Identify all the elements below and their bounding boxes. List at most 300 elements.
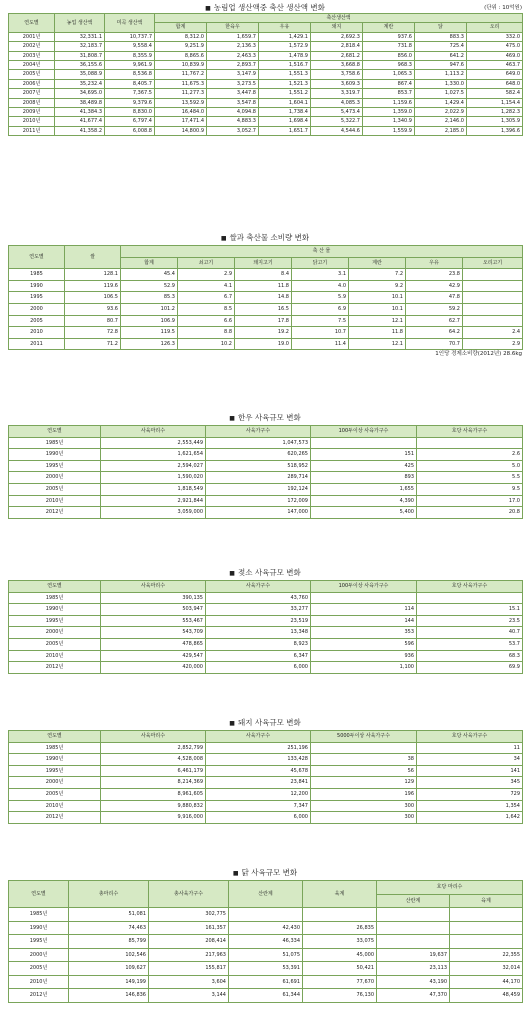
value-cell: 42,430 xyxy=(229,921,303,935)
subheader-cell: 닭 xyxy=(415,23,467,32)
table-row xyxy=(9,638,523,650)
table-row xyxy=(9,507,523,519)
value-cell xyxy=(463,292,523,304)
value-cell: 14,800.9 xyxy=(155,126,207,135)
dairy-cow-section xyxy=(8,568,522,674)
value-cell: 17,471.4 xyxy=(155,117,207,126)
value-cell: 19,637 xyxy=(377,948,450,962)
subheader-cell: 닭고기 xyxy=(292,257,349,269)
value-cell: 1,305.9 xyxy=(467,117,523,126)
row-label-cell: 2005년 xyxy=(9,638,101,650)
value-cell: 32,331.1 xyxy=(55,32,105,41)
value-cell: 196 xyxy=(311,788,417,800)
row-label-cell: 2000년 xyxy=(9,627,101,639)
table-row xyxy=(9,935,523,949)
value-cell: 3,147.9 xyxy=(207,70,259,79)
value-cell: 289,714 xyxy=(206,472,311,484)
value-cell: 937.6 xyxy=(363,32,415,41)
subheader-cell: 육계 xyxy=(450,894,523,908)
chicken-section xyxy=(8,868,522,1003)
value-cell: 1,065.3 xyxy=(363,70,415,79)
row-label-cell: 2011 xyxy=(9,338,65,350)
table-row xyxy=(9,627,523,639)
value-cell xyxy=(311,742,417,754)
section-title xyxy=(8,413,522,423)
value-cell: 10.1 xyxy=(349,303,406,315)
value-cell: 36,155.6 xyxy=(55,61,105,70)
row-label-cell: 2008년 xyxy=(9,98,55,107)
value-cell: 893 xyxy=(311,472,417,484)
value-cell: 50,421 xyxy=(303,962,377,976)
title-text: 한우 사육규모 변화 xyxy=(237,413,301,422)
row-label-cell: 2007년 xyxy=(9,89,55,98)
value-cell: 1,047,573 xyxy=(206,437,311,449)
value-cell: 151 xyxy=(311,449,417,461)
header-cell: 사육가구수 xyxy=(206,581,311,593)
value-cell: 475.0 xyxy=(467,42,523,51)
section-title xyxy=(8,233,522,243)
value-cell: 12,200 xyxy=(206,788,311,800)
value-cell: 45.4 xyxy=(121,269,178,281)
unit-label: (단위 : 10억원) xyxy=(484,5,522,11)
value-cell: 146,836 xyxy=(69,989,149,1003)
value-cell: 9,880,832 xyxy=(101,800,206,812)
value-cell: 155,817 xyxy=(149,962,229,976)
value-cell xyxy=(417,592,523,604)
square-bullet-icon: ■ xyxy=(229,415,235,422)
value-cell: 119.5 xyxy=(121,327,178,339)
table-row xyxy=(9,42,523,51)
value-cell: 217,963 xyxy=(149,948,229,962)
value-cell: 553,467 xyxy=(101,615,206,627)
value-cell: 883.3 xyxy=(415,32,467,41)
table-row xyxy=(9,79,523,88)
value-cell: 38,489.8 xyxy=(55,98,105,107)
value-cell xyxy=(377,908,450,922)
subheader-cell: 우유 xyxy=(406,257,463,269)
value-cell: 936 xyxy=(311,650,417,662)
value-cell: 1,651.7 xyxy=(259,126,311,135)
value-cell: 3,604 xyxy=(149,975,229,989)
row-label-cell: 1995 xyxy=(9,292,65,304)
value-cell: 2,594,027 xyxy=(101,460,206,472)
value-cell: 8,214,369 xyxy=(101,777,206,789)
value-cell: 192,124 xyxy=(206,483,311,495)
header-cell: 사육마리수 xyxy=(101,731,206,743)
value-cell: 43,190 xyxy=(377,975,450,989)
value-cell: 7,367.5 xyxy=(105,89,155,98)
row-label-cell: 1985년 xyxy=(9,908,69,922)
value-cell: 2,146.0 xyxy=(415,117,467,126)
value-cell: 59.2 xyxy=(406,303,463,315)
value-cell: 1,655 xyxy=(311,483,417,495)
row-label-cell: 2012년 xyxy=(9,662,101,674)
value-cell: 16,484.0 xyxy=(155,108,207,117)
value-cell: 4,390 xyxy=(311,495,417,507)
row-label-cell: 2012년 xyxy=(9,989,69,1003)
value-cell: 41,358.2 xyxy=(55,126,105,135)
value-cell: 23,113 xyxy=(377,962,450,976)
chicken-table xyxy=(8,880,523,1003)
value-cell: 47.8 xyxy=(406,292,463,304)
value-cell: 725.4 xyxy=(415,42,467,51)
section-title xyxy=(8,718,522,728)
consumption-table xyxy=(8,245,523,350)
section-title xyxy=(8,868,522,878)
subheader-cell: 오리 xyxy=(467,23,523,32)
value-cell: 8.8 xyxy=(178,327,235,339)
value-cell: 853.7 xyxy=(363,89,415,98)
value-cell: 251,196 xyxy=(206,742,311,754)
value-cell: 149,199 xyxy=(69,975,149,989)
value-cell: 4,883.3 xyxy=(207,117,259,126)
table-row xyxy=(9,788,523,800)
value-cell: 4,094.8 xyxy=(207,108,259,117)
value-cell: 10,737.7 xyxy=(105,32,155,41)
table-row xyxy=(9,292,523,304)
row-label-cell: 1995년 xyxy=(9,460,101,472)
value-cell: 9,961.9 xyxy=(105,61,155,70)
square-bullet-icon: ■ xyxy=(205,5,211,12)
value-cell: 106.9 xyxy=(121,315,178,327)
value-cell: 518,952 xyxy=(206,460,311,472)
value-cell: 4.0 xyxy=(292,280,349,292)
value-cell: 1,359.0 xyxy=(363,108,415,117)
row-label-cell: 2003년 xyxy=(9,51,55,60)
square-bullet-icon: ■ xyxy=(220,235,227,242)
header-cell: 100두이상 사육가구수 xyxy=(311,426,417,438)
value-cell: 8,536.8 xyxy=(105,70,155,79)
value-cell: 729 xyxy=(417,788,523,800)
value-cell: 16.5 xyxy=(235,303,292,315)
value-cell: 10.1 xyxy=(349,292,406,304)
value-cell: 11,675.3 xyxy=(155,79,207,88)
value-cell: 8.5 xyxy=(178,303,235,315)
value-cell: 147,000 xyxy=(206,507,311,519)
row-label-cell: 2005년 xyxy=(9,962,69,976)
value-cell: 5.9 xyxy=(292,292,349,304)
value-cell: 56 xyxy=(311,765,417,777)
value-cell: 478,865 xyxy=(101,638,206,650)
value-cell: 19.2 xyxy=(235,327,292,339)
value-cell: 1,429.1 xyxy=(259,32,311,41)
value-cell: 648.0 xyxy=(467,79,523,88)
value-cell: 14.8 xyxy=(235,292,292,304)
value-cell: 23,519 xyxy=(206,615,311,627)
value-cell: 1,154.4 xyxy=(467,98,523,107)
title-text: 돼지 사육규모 변화 xyxy=(237,718,301,727)
row-label-cell: 1995년 xyxy=(9,765,101,777)
value-cell: 53,391 xyxy=(229,962,303,976)
subheader-cell: 오리고기 xyxy=(463,257,523,269)
title-text: 농림업 생산액중 축산 생산액 변화 xyxy=(213,3,325,12)
table-row xyxy=(9,437,523,449)
header-cell: 연도별 xyxy=(9,731,101,743)
row-label-cell: 2010년 xyxy=(9,650,101,662)
value-cell: 51,081 xyxy=(69,908,149,922)
value-cell: 76,130 xyxy=(303,989,377,1003)
table-row xyxy=(9,800,523,812)
row-label-cell: 2010년 xyxy=(9,495,101,507)
value-cell: 4,544.6 xyxy=(311,126,363,135)
value-cell: 48,459 xyxy=(450,989,523,1003)
row-label-cell: 2010 xyxy=(9,327,65,339)
row-label-cell: 2011년 xyxy=(9,126,55,135)
subheader-cell: 우유 xyxy=(259,23,311,32)
value-cell: 5.5 xyxy=(417,472,523,484)
table-row xyxy=(9,742,523,754)
header-cell: 호당 사육가구수 xyxy=(417,426,523,438)
value-cell: 129 xyxy=(311,777,417,789)
value-cell: 4,085.3 xyxy=(311,98,363,107)
value-cell xyxy=(417,437,523,449)
value-cell: 8,961,605 xyxy=(101,788,206,800)
table-row xyxy=(9,662,523,674)
title-text: 닭 사육규모 변화 xyxy=(241,868,298,877)
value-cell: 38 xyxy=(311,754,417,766)
subheader-cell: 돼지고기 xyxy=(235,257,292,269)
table-row xyxy=(9,338,523,350)
value-cell: 9,379.6 xyxy=(105,98,155,107)
value-cell: 4,528,008 xyxy=(101,754,206,766)
value-cell: 345 xyxy=(417,777,523,789)
value-cell: 2,463.3 xyxy=(207,51,259,60)
value-cell: 503,947 xyxy=(101,604,206,616)
value-cell: 42.9 xyxy=(406,280,463,292)
value-cell: 1,396.6 xyxy=(467,126,523,135)
value-cell: 45,678 xyxy=(206,765,311,777)
value-cell: 2.9 xyxy=(463,338,523,350)
value-cell: 119.6 xyxy=(65,280,121,292)
value-cell: 17.8 xyxy=(235,315,292,327)
value-cell: 2,681.2 xyxy=(311,51,363,60)
value-cell: 6,347 xyxy=(206,650,311,662)
value-cell: 1,659.7 xyxy=(207,32,259,41)
value-cell: 23.5 xyxy=(417,615,523,627)
value-cell: 429,547 xyxy=(101,650,206,662)
value-cell: 141 xyxy=(417,765,523,777)
value-cell: 2,692.3 xyxy=(311,32,363,41)
row-label-cell: 1985년 xyxy=(9,592,101,604)
value-cell: 420,000 xyxy=(101,662,206,674)
value-cell: 33,075 xyxy=(303,935,377,949)
value-cell: 3,273.5 xyxy=(207,79,259,88)
row-label-cell: 1985 xyxy=(9,269,65,281)
value-cell: 2,185.0 xyxy=(415,126,467,135)
value-cell: 1,282.3 xyxy=(467,108,523,117)
value-cell: 6,008.8 xyxy=(105,126,155,135)
value-cell xyxy=(463,269,523,281)
value-cell: 13,592.9 xyxy=(155,98,207,107)
row-label-cell: 1990년 xyxy=(9,754,101,766)
value-cell xyxy=(311,592,417,604)
value-cell: 6,000 xyxy=(206,812,311,824)
value-cell: 46,334 xyxy=(229,935,303,949)
value-cell: 353 xyxy=(311,627,417,639)
value-cell: 596 xyxy=(311,638,417,650)
table-row xyxy=(9,117,523,126)
table-row xyxy=(9,280,523,292)
dairy-cow-table xyxy=(8,580,523,674)
value-cell: 1,354 xyxy=(417,800,523,812)
value-cell xyxy=(450,908,523,922)
value-cell: 1,551.2 xyxy=(259,89,311,98)
pig-table xyxy=(8,730,523,824)
value-cell: 2.4 xyxy=(463,327,523,339)
value-cell: 77,670 xyxy=(303,975,377,989)
value-cell: 172,009 xyxy=(206,495,311,507)
table-row xyxy=(9,650,523,662)
value-cell: 26,835 xyxy=(303,921,377,935)
value-cell: 7,347 xyxy=(206,800,311,812)
pig-section xyxy=(8,718,522,824)
value-cell: 1,100 xyxy=(311,662,417,674)
subheader-cell: 계란 xyxy=(363,23,415,32)
value-cell: 22,355 xyxy=(450,948,523,962)
value-cell: 5,322.7 xyxy=(311,117,363,126)
header-cell: 5000두이상 사육가구수 xyxy=(311,731,417,743)
col-year: 연도별 xyxy=(9,246,65,269)
value-cell xyxy=(463,303,523,315)
value-cell: 4.1 xyxy=(178,280,235,292)
col-agri: 농업 생산액 xyxy=(55,14,105,33)
table-row xyxy=(9,327,523,339)
header-cell: 사육마리수 xyxy=(101,426,206,438)
value-cell: 17.0 xyxy=(417,495,523,507)
value-cell: 8,355.9 xyxy=(105,51,155,60)
table-row xyxy=(9,765,523,777)
value-cell: 7.5 xyxy=(292,315,349,327)
value-cell: 1,429.4 xyxy=(415,98,467,107)
value-cell: 2,852,799 xyxy=(101,742,206,754)
value-cell: 3,609.3 xyxy=(311,79,363,88)
header-cell: 100두이상 사육가구수 xyxy=(311,581,417,593)
table-row xyxy=(9,89,523,98)
value-cell: 11 xyxy=(417,742,523,754)
value-cell: 1,551.3 xyxy=(259,70,311,79)
value-cell: 582.4 xyxy=(467,89,523,98)
value-cell: 11,277.3 xyxy=(155,89,207,98)
value-cell: 72.8 xyxy=(65,327,121,339)
value-cell: 1,604.1 xyxy=(259,98,311,107)
table-row xyxy=(9,989,523,1003)
value-cell: 10.7 xyxy=(292,327,349,339)
value-cell: 8,312.0 xyxy=(155,32,207,41)
value-cell: 51,075 xyxy=(229,948,303,962)
row-label-cell: 2001년 xyxy=(9,32,55,41)
value-cell: 19.0 xyxy=(235,338,292,350)
value-cell: 80.7 xyxy=(65,315,121,327)
table-row xyxy=(9,604,523,616)
col-livestock: 축 산 물 xyxy=(121,246,523,258)
value-cell: 12.1 xyxy=(349,315,406,327)
table-row xyxy=(9,812,523,824)
value-cell: 3,144 xyxy=(149,989,229,1003)
col-broiler: 육계 xyxy=(303,881,377,908)
value-cell: 44,170 xyxy=(450,975,523,989)
square-bullet-icon: ■ xyxy=(229,720,235,727)
row-label-cell: 2005 xyxy=(9,315,65,327)
row-label-cell: 2012년 xyxy=(9,812,101,824)
value-cell xyxy=(377,935,450,949)
table-row xyxy=(9,126,523,135)
value-cell: 40.7 xyxy=(417,627,523,639)
value-cell: 10,839.9 xyxy=(155,61,207,70)
livestock-production-table xyxy=(8,13,523,136)
row-label-cell: 2000년 xyxy=(9,948,69,962)
value-cell: 6.6 xyxy=(178,315,235,327)
row-label-cell: 2000년 xyxy=(9,777,101,789)
value-cell: 61,691 xyxy=(229,975,303,989)
value-cell: 2,553,449 xyxy=(101,437,206,449)
value-cell: 1,738.4 xyxy=(259,108,311,117)
value-cell: 11,767.2 xyxy=(155,70,207,79)
row-label-cell: 1990 xyxy=(9,280,65,292)
square-bullet-icon: ■ xyxy=(229,570,235,577)
korean-cattle-table xyxy=(8,425,523,519)
value-cell: 85.3 xyxy=(121,292,178,304)
value-cell: 1,159.6 xyxy=(363,98,415,107)
value-cell: 41,384.3 xyxy=(55,108,105,117)
value-cell: 3,447.8 xyxy=(207,89,259,98)
row-label-cell: 2005년 xyxy=(9,788,101,800)
value-cell: 968.3 xyxy=(363,61,415,70)
value-cell: 69.9 xyxy=(417,662,523,674)
value-cell: 23.8 xyxy=(406,269,463,281)
value-cell: 101.2 xyxy=(121,303,178,315)
row-label-cell: 2002년 xyxy=(9,42,55,51)
consumption-section xyxy=(8,233,522,359)
header-cell: 사육마리수 xyxy=(101,581,206,593)
value-cell: 35,232.4 xyxy=(55,79,105,88)
value-cell: 52.9 xyxy=(121,280,178,292)
value-cell: 1,521.3 xyxy=(259,79,311,88)
row-label-cell: 2004년 xyxy=(9,61,55,70)
value-cell: 31,808.7 xyxy=(55,51,105,60)
col-year: 연도별 xyxy=(9,881,69,908)
row-label-cell: 1990년 xyxy=(9,449,101,461)
table-row xyxy=(9,975,523,989)
value-cell: 5,473.4 xyxy=(311,108,363,117)
value-cell: 68.3 xyxy=(417,650,523,662)
row-label-cell: 1985년 xyxy=(9,742,101,754)
col-households: 총사육가구수 xyxy=(149,881,229,908)
value-cell: 6,461,179 xyxy=(101,765,206,777)
value-cell: 35,088.9 xyxy=(55,70,105,79)
value-cell: 9,558.4 xyxy=(105,42,155,51)
value-cell xyxy=(463,280,523,292)
header-cell: 호당 사육가구수 xyxy=(417,731,523,743)
value-cell: 390,135 xyxy=(101,592,206,604)
value-cell: 425 xyxy=(311,460,417,472)
value-cell xyxy=(303,908,377,922)
col-layer: 산란계 xyxy=(229,881,303,908)
row-label-cell: 1990년 xyxy=(9,921,69,935)
value-cell: 731.8 xyxy=(363,42,415,51)
value-cell: 6,797.4 xyxy=(105,117,155,126)
value-cell: 13,348 xyxy=(206,627,311,639)
row-label-cell: 2005년 xyxy=(9,70,55,79)
col-year: 연도별 xyxy=(9,14,55,33)
col-rice: 쌀 xyxy=(65,246,121,269)
value-cell: 161,357 xyxy=(149,921,229,935)
value-cell: 45,000 xyxy=(303,948,377,962)
value-cell: 106.5 xyxy=(65,292,121,304)
table-row xyxy=(9,777,523,789)
table-row xyxy=(9,269,523,281)
value-cell: 11.8 xyxy=(349,327,406,339)
value-cell xyxy=(229,908,303,922)
